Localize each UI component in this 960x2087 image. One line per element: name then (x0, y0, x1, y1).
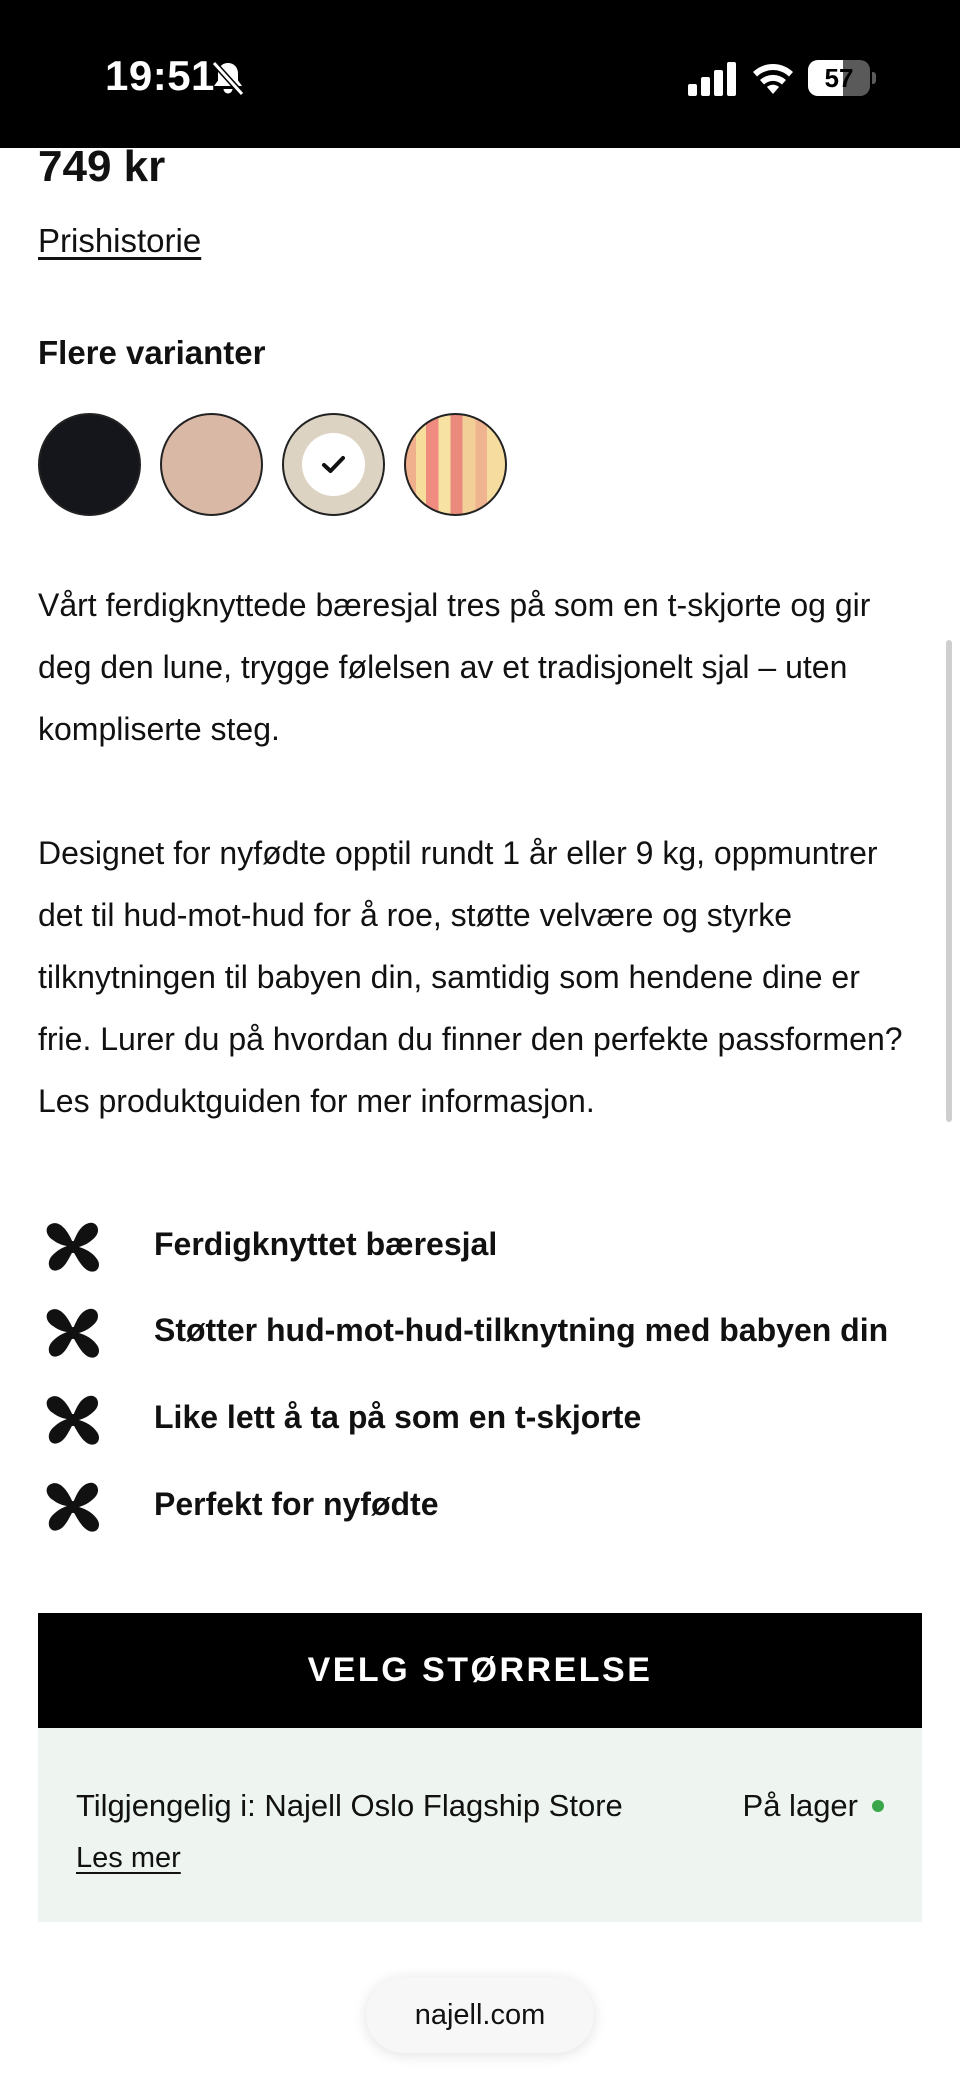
product-description-paragraph: Vårt ferdigknyttede bæresjal tres på som en t-skjorte og gir deg den lune, trygge følelsen av et tradisjonelt sjal – uten kompliserte steg. (38, 587, 871, 747)
cellular-signal-icon (688, 62, 738, 96)
bow-icon (42, 1216, 104, 1278)
product-description-paragraph: Designet for nyfødte opptil rundt 1 år eller 9 kg, oppmuntrer det til hud-mot-hud for å roe, støtte velvære og styrke tilknytningen til babyen din, samtidig som hendene dine er frie. Lurer du på hvordan du finner den perfekte passformen? Les produktguiden for mer informasjon. (38, 835, 903, 1119)
feature-item (42, 1472, 942, 1542)
bow-icon (42, 1476, 104, 1538)
feature-label: Like lett å ta på som en t-skjorte (154, 1399, 642, 1435)
feature-label: Støtter hud-mot-hud-tilknytning med babyen din (154, 1312, 889, 1348)
feature-item (42, 1385, 942, 1455)
feature-label: Perfekt for nyfødte (154, 1486, 439, 1522)
stock-status-label: På lager (742, 1788, 858, 1823)
battery-percent: 57 (824, 63, 854, 93)
variant-swatch-cream[interactable] (282, 413, 385, 516)
select-size-button[interactable]: VELG STØRRELSE (38, 1613, 922, 1728)
selected-indicator (302, 433, 365, 496)
store-availability-panel (38, 1728, 922, 1922)
status-time: 19:51 (105, 52, 215, 99)
bow-icon (42, 1389, 104, 1451)
bow-icon (42, 1302, 104, 1364)
variant-swatch-beige[interactable] (160, 413, 263, 516)
variant-swatch-striped[interactable] (404, 413, 507, 516)
stock-status (743, 1788, 884, 1824)
price-history-link[interactable]: Prishistorie (38, 222, 202, 259)
feature-label: Ferdigknyttet bæresjal (154, 1226, 498, 1262)
battery-icon (808, 60, 876, 96)
product-price: 749 kr (38, 142, 166, 191)
feature-item (42, 1212, 942, 1282)
status-bar (0, 0, 960, 148)
in-stock-dot-icon (872, 1800, 884, 1812)
bell-slash-icon (208, 58, 248, 98)
read-more-link[interactable]: Les mer (76, 1842, 181, 1874)
checkmark-icon (321, 454, 346, 475)
wifi-icon (750, 58, 796, 96)
browser-url-bar[interactable]: najell.com (366, 1977, 594, 2053)
variant-swatch-black[interactable] (38, 413, 141, 516)
scrollbar[interactable] (946, 640, 952, 1122)
feature-item (42, 1298, 942, 1368)
availability-store-text: Tilgjengelig i: Najell Oslo Flagship Store (76, 1788, 623, 1823)
variants-heading: Flere varianter (38, 334, 266, 371)
